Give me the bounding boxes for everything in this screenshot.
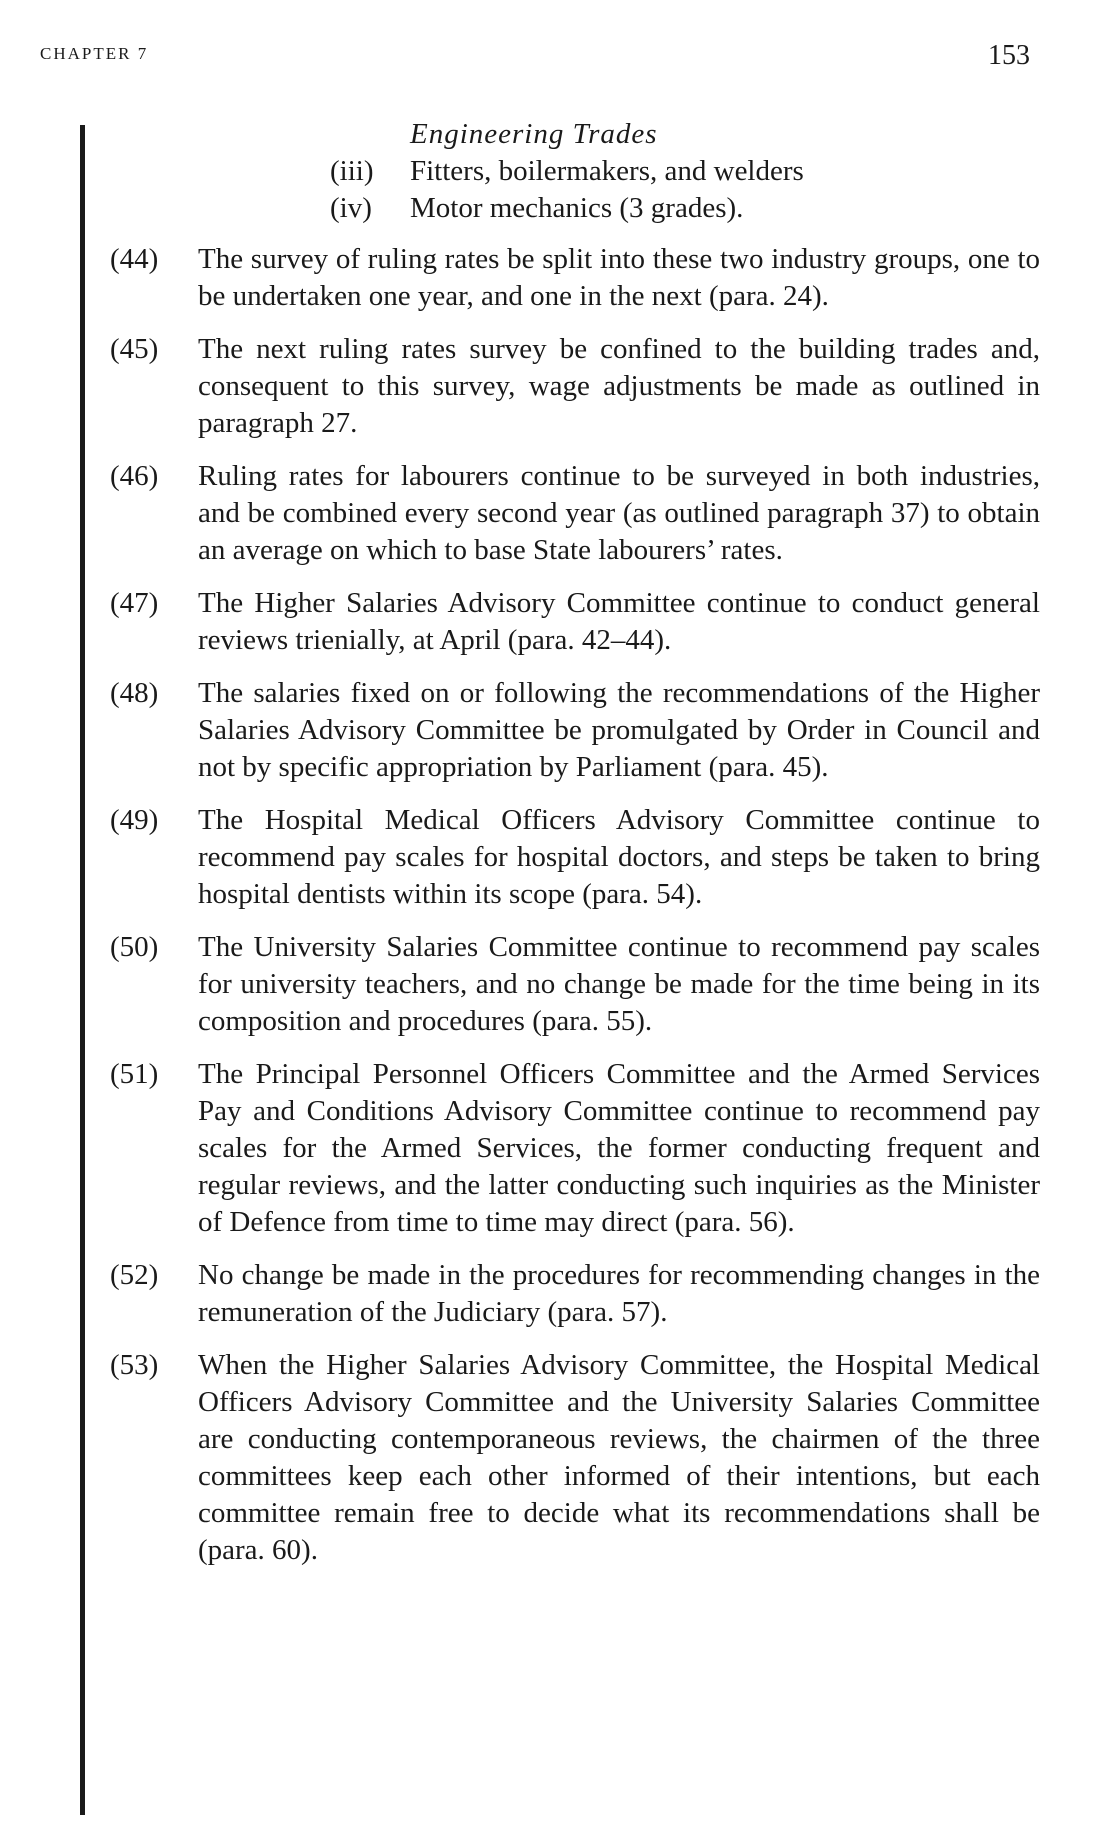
recommendation-text: The Higher Salaries Advisory Committee continue to conduct general reviews trienially, at April (para. 42–44).: [198, 587, 1040, 656]
recommendation-53: [110, 1347, 1040, 1569]
recommendation-text: No change be made in the procedures for recommending changes in the remuneration of the Judiciary (para. 57).: [198, 1259, 1040, 1328]
page-body: [110, 116, 1040, 1569]
section-subheading: Engineering Trades: [410, 118, 658, 150]
list-item-text: Motor mechanics (3 grades).: [410, 192, 744, 224]
recommendation-46: [110, 458, 1040, 569]
margin-rule: [80, 125, 85, 1815]
recommendation-number: (48): [110, 677, 159, 709]
list-item: [110, 153, 1040, 190]
recommendation-text: The survey of ruling rates be split into these two industry groups, one to be undertaken one year, and one in the next (para. 24).: [198, 243, 1040, 312]
recommendation-48: [110, 675, 1040, 786]
recommendation-44: [110, 241, 1040, 315]
recommendation-number: (49): [110, 804, 159, 836]
recommendation-text: The University Salaries Committee continue to recommend pay scales for university teachers, and no change be made for the time being in its composition and procedures (para. 55).: [198, 931, 1040, 1037]
recommendation-text: The salaries fixed on or following the recommendations of the Higher Salaries Advisory Committee be promulgated by Order in Council and not by specific appropriation by Parliament (para. 45).: [198, 677, 1040, 783]
recommendation-number: (46): [110, 460, 159, 492]
recommendation-text: When the Higher Salaries Advisory Committee, the Hospital Medical Officers Advisory Committee and the University Salaries Committee are conducting contemporaneous reviews, the chairmen of the three committees keep each other informed of their intentions, but each committee remain free to decide what its recommendations shall be (para. 60).: [198, 1349, 1040, 1566]
recommendation-number: (44): [110, 243, 159, 275]
page-header: [40, 40, 1030, 80]
page-number: 153: [988, 40, 1030, 71]
list-item-label: (iv): [330, 192, 372, 224]
recommendation-number: (45): [110, 333, 159, 365]
recommendation-number: (51): [110, 1058, 159, 1090]
recommendation-text: The Principal Personnel Officers Committee and the Armed Services Pay and Conditions Advisory Committee continue to recommend pay scales for the Armed Services, the former conducting frequent and regular reviews, and the latter conducting such inquiries as the Minister of Defence from time to time may direct (para. 56).: [198, 1058, 1040, 1238]
list-item-text: Fitters, boilermakers, and welders: [410, 155, 804, 187]
recommendation-text: The next ruling rates survey be confined to the building trades and, consequent to this survey, wage adjustments be made as outlined in paragraph 27.: [198, 333, 1040, 439]
recommendation-52: [110, 1257, 1040, 1331]
chapter-label: CHAPTER 7: [40, 44, 149, 63]
recommendation-49: [110, 802, 1040, 913]
recommendation-50: [110, 929, 1040, 1040]
recommendation-47: [110, 585, 1040, 659]
recommendation-text: Ruling rates for labourers continue to be surveyed in both industries, and be combined every second year (as outlined paragraph 37) to obtain an average on which to base State labourers’ rates.: [198, 460, 1040, 566]
recommendation-number: (50): [110, 931, 159, 963]
recommendation-text: The Hospital Medical Officers Advisory Committee continue to recommend pay scales for hospital doctors, and steps be taken to bring hospital dentists within its scope (para. 54).: [198, 804, 1040, 910]
recommendation-number: (52): [110, 1259, 159, 1291]
recommendation-number: (53): [110, 1349, 159, 1381]
recommendation-number: (47): [110, 587, 159, 619]
list-item-label: (iii): [330, 155, 374, 187]
list-item: [110, 190, 1040, 227]
recommendation-51: [110, 1056, 1040, 1241]
recommendation-45: [110, 331, 1040, 442]
